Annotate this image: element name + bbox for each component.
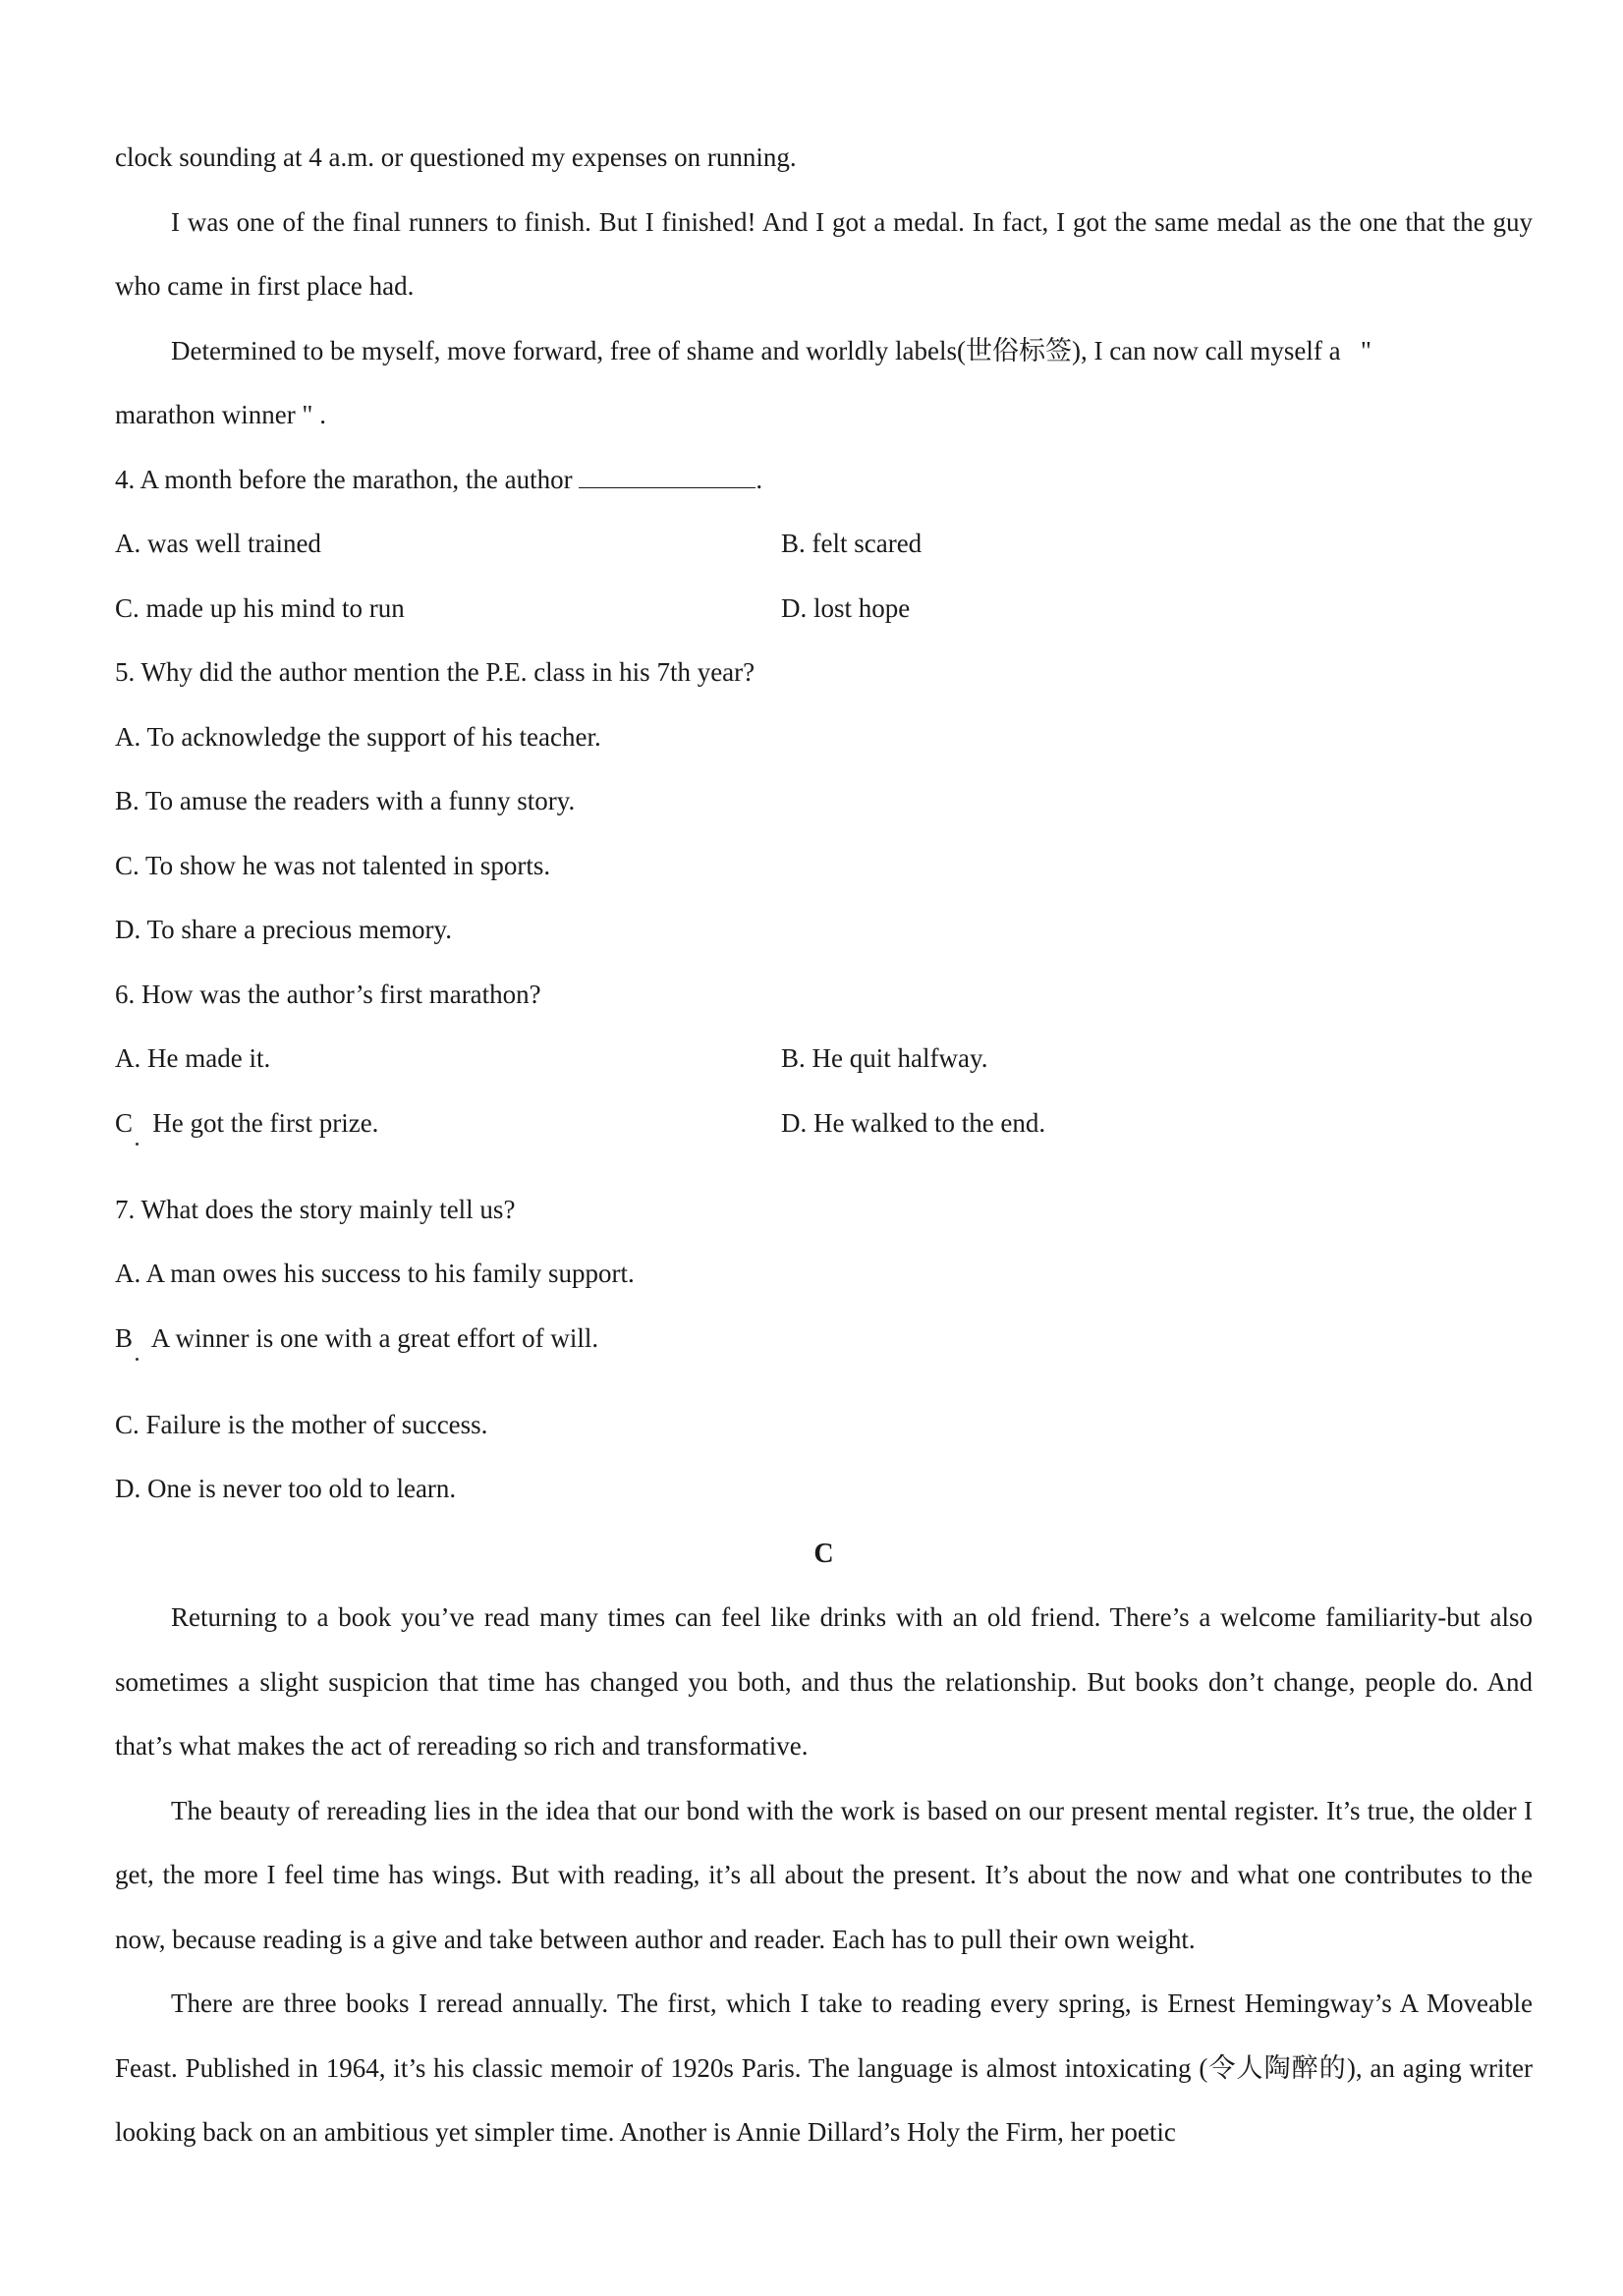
option-a: A. A man owes his success to his family support. [115, 1259, 635, 1288]
section-c-paragraph-2: The beauty of rereading lies in the idea that our bond with the work is based on our present mental register. It’s true, the older I get, the more I feel time has wings. But with reading, it’s all about the present. It’s about the now and what one contributes to the now, because reading is a give and take between author and reader. Each has to pull their own weight. [115, 1795, 1533, 1954]
option-b: B. To amuse the readers with a funny story. [115, 786, 576, 815]
passage-b-paragraph-last-line2: marathon winner " . [115, 400, 326, 429]
option-d: D. One is never too old to learn. [115, 1474, 457, 1503]
question-6-options-row2 [115, 1092, 1533, 1178]
section-c-paragraph-3: There are three books I reread annually. The first, which I take to reading every spring, is Ernest Hemingway’s A Moveable Feast. Published in 1964, it’s his classic memoir of 1920s Paris. The language is almost intoxicating (令人陶醉的), an aging writer looking back on an ambitious yet simpler time. Another is Annie Dillard’s Holy the Firm, her poetic [115, 1988, 1533, 2147]
question-4-options-row2 [115, 577, 1533, 642]
answer-blank [579, 466, 756, 488]
option-a: A. was well trained [115, 529, 321, 558]
option-d: D. To share a precious memory. [115, 915, 453, 944]
passage-b-paragraph-end: clock sounding at 4 a.m. or questioned my expenses on running. [115, 142, 797, 172]
passage-b-paragraph-last-line1: Determined to be myself, move forward, free of shame and worldly labels(世俗标签), I can now call myself a " [171, 335, 1371, 365]
section-c-paragraph-1: Returning to a book you’ve read many times can feel like drinks with an old friend. There’s a welcome familiarity-but also sometimes a slight suspicion that time has changed you both, and thus the relationship. But books don’t change, people do. And that’s what makes the act of rereading so rich and transformative. [115, 1602, 1533, 1761]
question-7-stem: 7. What does the story mainly tell us? [115, 1194, 516, 1224]
passage-b-paragraph-finish: I was one of the final runners to finish. But I finished! And I got a medal. In fact, I got the same medal as the one that the guy who came in first place had. [115, 206, 1533, 301]
option-c: C. Failure is the mother of success. [115, 1409, 488, 1439]
option-b: B. He quit halfway. [781, 1043, 988, 1073]
question-6-stem: 6. How was the author’s first marathon? [115, 979, 541, 1009]
option-a: A. To acknowledge the support of his teacher. [115, 721, 601, 752]
exam-page [115, 126, 1533, 2165]
option-c: C. made up his mind to run [115, 592, 405, 623]
option-b: B. felt scared [781, 529, 923, 558]
stray-dot-mark [136, 1358, 139, 1361]
question-6-options-row1 [115, 1027, 1533, 1092]
stray-dot-mark [136, 1143, 139, 1146]
option-b: B A winner is one with a great effort of will. [115, 1307, 1533, 1393]
option-d: D. He walked to the end. [781, 1107, 1046, 1138]
section-heading: C [813, 1538, 834, 1569]
question-5-stem: 5. Why did the author mention the P.E. class in his 7th year? [115, 657, 756, 687]
option-c: C He got the first prize. [115, 1107, 379, 1138]
option-d: D. lost hope [781, 592, 911, 623]
question-4-options-row1 [115, 512, 1533, 577]
option-a: A. He made it. [115, 1043, 271, 1073]
question-4-stem: 4. A month before the marathon, the author . [115, 464, 763, 494]
option-c: C. To show he was not talented in sports. [115, 850, 551, 880]
